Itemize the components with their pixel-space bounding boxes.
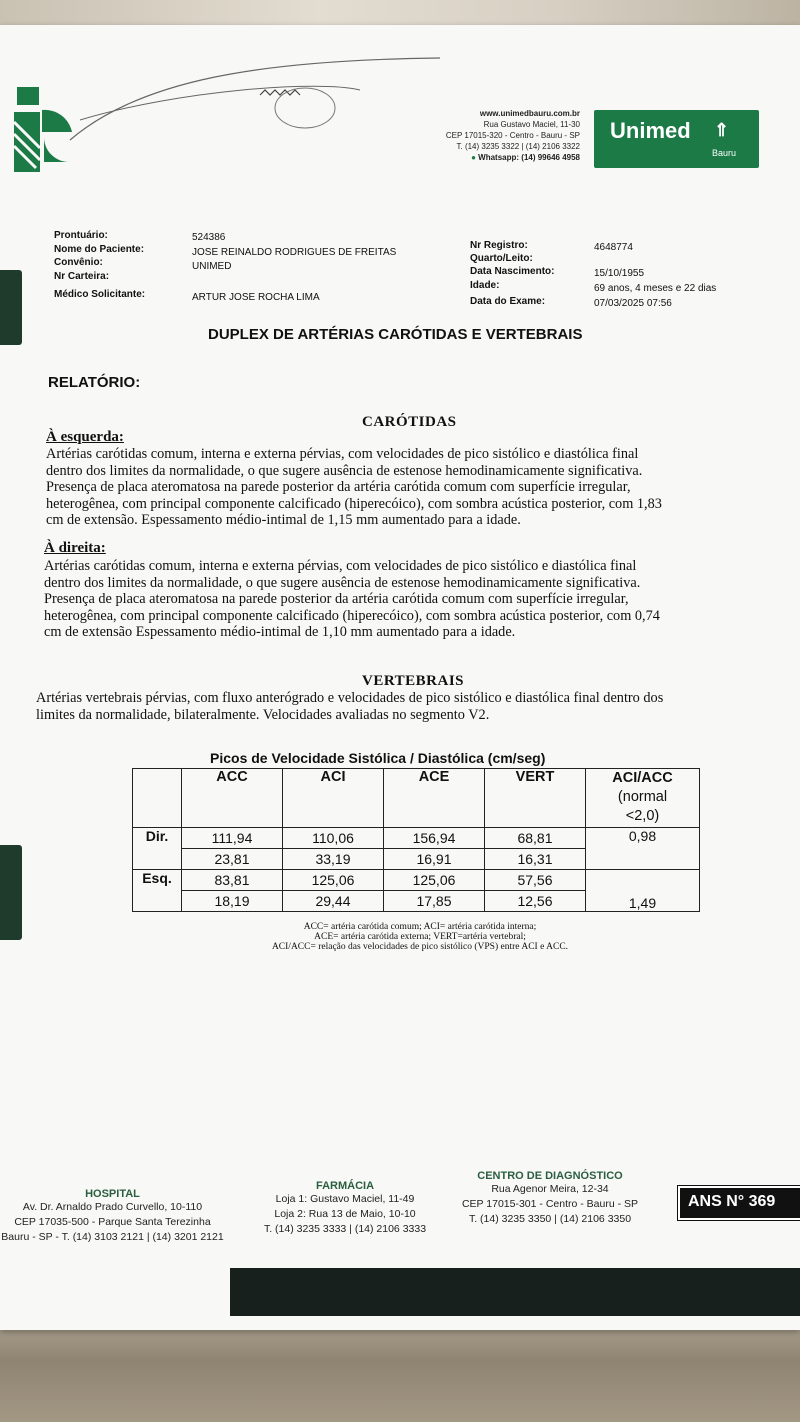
header-aci: ACI (283, 769, 384, 828)
table-legend (210, 922, 630, 952)
direita-line: cm de extensão Espessamento médio-intimal de 1,10 mm aumentado para a idade. (44, 624, 516, 641)
brand-city: Bauru (712, 148, 737, 158)
footer-hospital (0, 1188, 225, 1245)
ans-text: ANS N° 369 (688, 1193, 776, 1210)
esquerda-heading: À esquerda: (46, 429, 124, 445)
table-title: Picos de Velocidade Sistólica / Diastólica (cm/seg) (210, 750, 546, 766)
dir-acc-dia: 23,81 (182, 849, 283, 870)
centro-line: T. (14) 3235 3350 | (14) 2106 3350 (468, 1213, 632, 1225)
farmacia-line: T. (14) 3235 3333 | (14) 2106 3333 (263, 1223, 427, 1235)
carotidas-heading: CARÓTIDAS (362, 414, 457, 430)
binder-tab-lower (0, 845, 22, 940)
farmacia-line: Loja 2: Rua 13 de Maio, 10-10 (274, 1208, 416, 1220)
esq-ace-dia: 17,85 (384, 891, 485, 912)
velocity-table (132, 768, 700, 912)
header-cep: CEP 17015-320 - Centro - Bauru - SP (445, 131, 580, 140)
esq-acc-dia: 18,19 (182, 891, 283, 912)
dir-vert-sys: 68,81 (485, 828, 586, 849)
header-ratio-limit: <2,0) (625, 808, 660, 824)
brand-name: Unimed (610, 118, 691, 143)
esq-label: Esq. (133, 870, 182, 912)
exame-label: Data do Exame: (470, 296, 546, 307)
esq-vert-dia: 12,56 (485, 891, 586, 912)
farmacia-title: FARMÁCIA (315, 1180, 375, 1192)
quarto-label: Quarto/Leito: (470, 253, 533, 264)
table-header-row (133, 769, 700, 828)
idade-label: Idade: (470, 280, 500, 291)
header-ratio-normal: (normal (617, 789, 668, 805)
idade-value: 69 anos, 4 meses e 22 dias (594, 283, 717, 294)
direita-line: heterogênea, com principal componente calcificado (hiperecóico), com sombra acústica posterior, com 0,74 (44, 607, 660, 624)
footer-centro (450, 1170, 650, 1227)
header-phone: T. (14) 3235 3322 | (14) 2106 3322 (456, 142, 580, 151)
binder-tab-upper (0, 270, 22, 345)
medico-label: Médico Solicitante: (54, 289, 146, 300)
header-acc: ACC (182, 769, 283, 828)
nascimento-label: Data Nascimento: (470, 266, 555, 277)
unimed-brand-box (594, 110, 759, 168)
dir-ace-sys: 156,94 (384, 828, 485, 849)
esq-ratio: 1,49 (586, 870, 700, 912)
prontuario-label: Prontuário: (54, 230, 108, 241)
esquerda-line: cm de extensão. Espessamento médio-intimal de 1,15 mm aumentado para a idade. (46, 512, 521, 529)
dir-aci-dia: 33,19 (283, 849, 384, 870)
vertebrais-line: limites da normalidade, bilateralmente. Velocidades avaliadas no segmento V2. (36, 706, 490, 723)
dir-acc-sys: 111,94 (182, 828, 283, 849)
esq-vert-sys: 57,56 (485, 870, 586, 891)
table-row (133, 828, 700, 849)
direita-line: Artérias carótidas comum, interna e externa pérvias, com velocidades de pico sistólico e diastólica final (44, 558, 637, 574)
esq-aci-dia: 29,44 (283, 891, 384, 912)
hospital-line: Av. Dr. Arnaldo Prado Curvello, 10-110 (22, 1201, 203, 1213)
vertebrais-paragraph (36, 690, 796, 723)
footer-farmacia (250, 1180, 440, 1237)
nascimento-value: 15/10/1955 (594, 268, 645, 279)
dir-aci-sys: 110,06 (283, 828, 384, 849)
table-row (133, 870, 700, 891)
legend-line: ACE= artéria carótida externa; VERT=artéria vertebral; (314, 932, 526, 942)
dir-ratio: 0,98 (586, 828, 700, 870)
esq-acc-sys: 83,81 (182, 870, 283, 891)
document-title: DUPLEX DE ARTÉRIAS CARÓTIDAS E VERTEBRAIS (208, 326, 583, 343)
registro-value: 4648774 (594, 242, 633, 253)
carteira-label: Nr Carteira: (54, 271, 110, 282)
footer-band (230, 1268, 800, 1316)
farmacia-line: Loja 1: Gustavo Maciel, 11-49 (275, 1193, 415, 1205)
esquerda-line: heterogênea, com principal componente calcificado (hiperecóico), com sombra acústica posterior, com 1,83 (46, 495, 662, 512)
header-whatsapp (380, 152, 580, 163)
prontuario-value: 524386 (192, 232, 226, 243)
vertebrais-line: Artérias vertebrais pérvias, com fluxo anterógrado e velocidades de pico sistólico e diastólica final dentro dos (36, 690, 664, 706)
dir-vert-dia: 16,31 (485, 849, 586, 870)
legend-line: ACC= artéria carótida comum; ACI= artéria carótida interna; (303, 922, 537, 932)
convenio-value: UNIMED (192, 261, 232, 272)
header-ratio (586, 769, 700, 828)
table-corner-cell (133, 769, 182, 828)
exame-value: 07/03/2025 07:56 (594, 298, 672, 309)
vertebrais-heading: VERTEBRAIS (362, 673, 465, 689)
dir-label: Dir. (133, 828, 182, 870)
medico-value: ARTUR JOSE ROCHA LIMA (192, 292, 320, 303)
dir-ace-dia: 16,91 (384, 849, 485, 870)
esquerda-paragraph (46, 446, 766, 529)
hospital-line: Bauru - SP - T. (14) 3103 2121 | (14) 3201 2121 (1, 1231, 224, 1243)
centro-line: Rua Agenor Meira, 12-34 (491, 1183, 609, 1195)
relatorio-heading: RELATÓRIO: (48, 374, 141, 391)
header-vert: VERT (485, 769, 586, 828)
direita-heading: À direita: (44, 540, 106, 556)
convenio-label: Convênio: (54, 257, 103, 268)
hospital-title: HOSPITAL (85, 1188, 140, 1200)
esquerda-line: Artérias carótidas comum, interna e externa pérvias, com velocidades de pico sistólico e diastólica final (46, 446, 639, 462)
header-whatsapp-text: Whatsapp: (14) 99646 4958 (478, 153, 580, 162)
ans-badge (678, 1186, 800, 1220)
direita-line: Presença de placa ateromatosa na parede posterior da artéria carótida comum com superfície irregular, (44, 591, 629, 608)
centro-title: CENTRO DE DIAGNÓSTICO (477, 1170, 623, 1182)
legend-line: ACI/ACC= relação das velocidades de pico sistólico (VPS) entre ACI e ACC. (271, 942, 569, 952)
header-ratio-title: ACI/ACC (612, 770, 673, 786)
header-website: www.unimedbauru.com.br (479, 109, 580, 118)
nome-label: Nome do Paciente: (54, 244, 145, 255)
direita-line: dentro dos limites da normalidade, o que sugere ausência de estenose hemodinamicamente significativa. (44, 574, 641, 591)
centro-line: CEP 17015-301 - Centro - Bauru - SP (461, 1198, 639, 1210)
nome-value: JOSE REINALDO RODRIGUES DE FREITAS (192, 247, 397, 258)
esq-ace-sys: 125,06 (384, 870, 485, 891)
hospital-line: CEP 17035-500 - Parque Santa Terezinha (14, 1216, 211, 1228)
registro-label: Nr Registro: (470, 240, 528, 251)
brand-arrow-icon: ⇑ (714, 120, 730, 140)
direita-paragraph (44, 558, 774, 641)
esq-aci-sys: 125,06 (283, 870, 384, 891)
header-address: Rua Gustavo Maciel, 11-30 (483, 120, 580, 129)
header-ace: ACE (384, 769, 485, 828)
whatsapp-icon: ● (471, 153, 476, 162)
esquerda-line: dentro dos limites da normalidade, o que sugere ausência de estenose hemodinamicamente significativa. (46, 462, 643, 479)
esquerda-line: Presença de placa ateromatosa na parede posterior da artéria carótida comum com superfície irregular, (46, 479, 631, 496)
